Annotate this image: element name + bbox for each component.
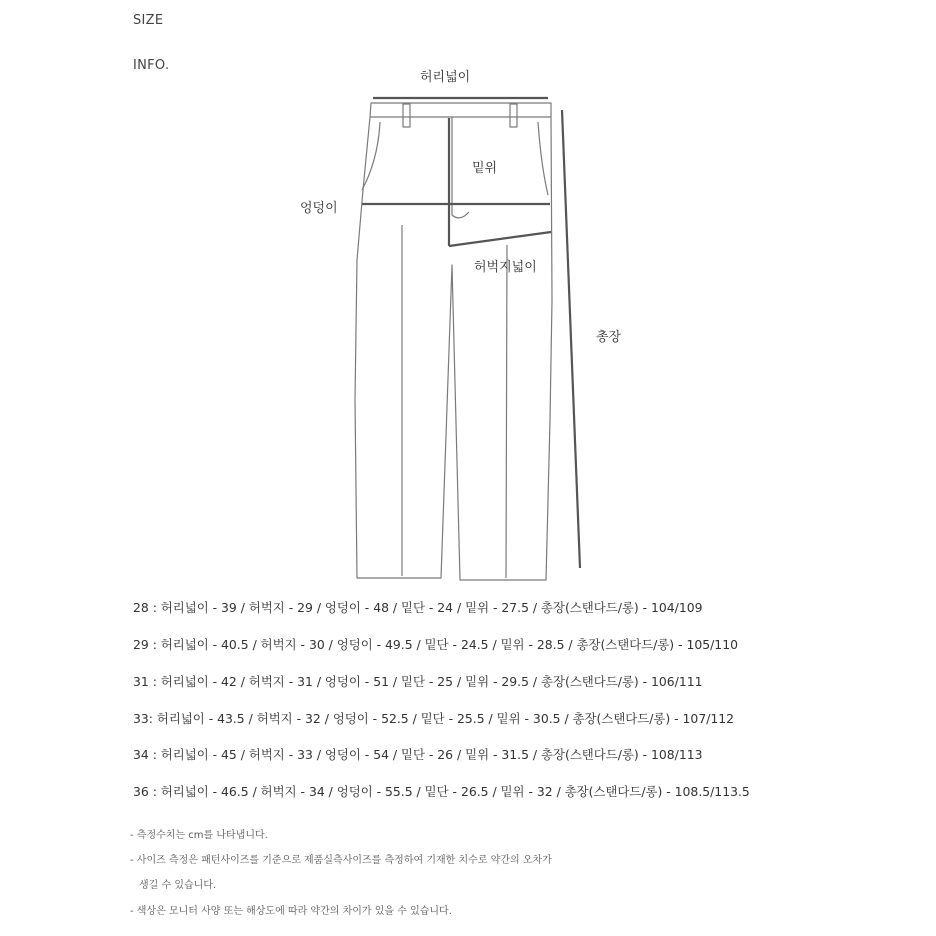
thigh-label: 허벅지넓이 xyxy=(474,260,537,275)
size-heading: SIZE xyxy=(133,13,164,28)
size-row-28: 28 : 허리넓이 - 39 / 허벅지 - 29 / 엉덩이 - 48 / 밑단 - 24 / 밑위 - 27.5 / 총장(스탠다드/롱) - 104/109 xyxy=(133,600,703,615)
waist-label: 허리넓이 xyxy=(420,70,471,85)
pants-outline xyxy=(355,117,552,580)
size-row-34: 34 : 허리넓이 - 45 / 허벅지 - 33 / 엉덩이 - 54 / 밑단 - 26 / 밑위 - 31.5 / 총장(스탠다드/롱) - 108/113 xyxy=(133,747,703,762)
rise-label: 밑위 xyxy=(472,161,498,176)
fly-seam xyxy=(452,117,469,218)
size-row-29: 29 : 허리넓이 - 40.5 / 허벅지 - 30 / 엉덩이 - 49.5 / 밑단 - 24.5 / 밑위 - 28.5 / 총장(스탠다드/롱) - 105/110 xyxy=(133,637,738,652)
size-row-36: 36 : 허리넓이 - 46.5 / 허벅지 - 34 / 엉덩이 - 55.5 / 밑단 - 26.5 / 밑위 - 32 / 총장(스탠다드/롱) - 108.5/113.5 xyxy=(133,784,750,799)
length-label: 총장 xyxy=(596,330,622,345)
thigh-measure-line xyxy=(449,232,551,246)
note-measurement: - 사이즈 측정은 패턴사이즈를 기준으로 제품실측사이즈를 측정하여 기재한 치수로 약간의 오차가 xyxy=(130,855,552,866)
length-measure-line xyxy=(562,110,580,568)
belt-loop-left xyxy=(403,104,410,127)
size-row-31: 31 : 허리넓이 - 42 / 허벅지 - 31 / 엉덩이 - 51 / 밑단 - 25 / 밑위 - 29.5 / 총장(스탠다드/롱) - 106/111 xyxy=(133,674,703,689)
note-unit: - 측정수치는 cm를 나타냅니다. xyxy=(130,830,268,841)
size-row-33: 33: 허리넓이 - 43.5 / 허벅지 - 32 / 엉덩이 - 52.5 / 밑단 - 25.5 / 밑위 - 30.5 / 총장(스탠다드/롱) - 107/112 xyxy=(133,711,735,726)
waistband-outline xyxy=(370,103,551,117)
pocket-left xyxy=(362,122,380,190)
crease-right xyxy=(506,245,507,578)
info-heading: INFO. xyxy=(133,58,170,73)
pocket-right xyxy=(538,122,548,195)
belt-loop-right xyxy=(510,104,517,127)
hip-label: 엉덩이 xyxy=(300,201,338,216)
note-measurement-cont: 생길 수 있습니다. xyxy=(139,880,217,891)
note-color: - 색상은 모니터 사양 또는 해상도에 따라 약간의 차이가 있을 수 있습니다. xyxy=(130,906,452,917)
